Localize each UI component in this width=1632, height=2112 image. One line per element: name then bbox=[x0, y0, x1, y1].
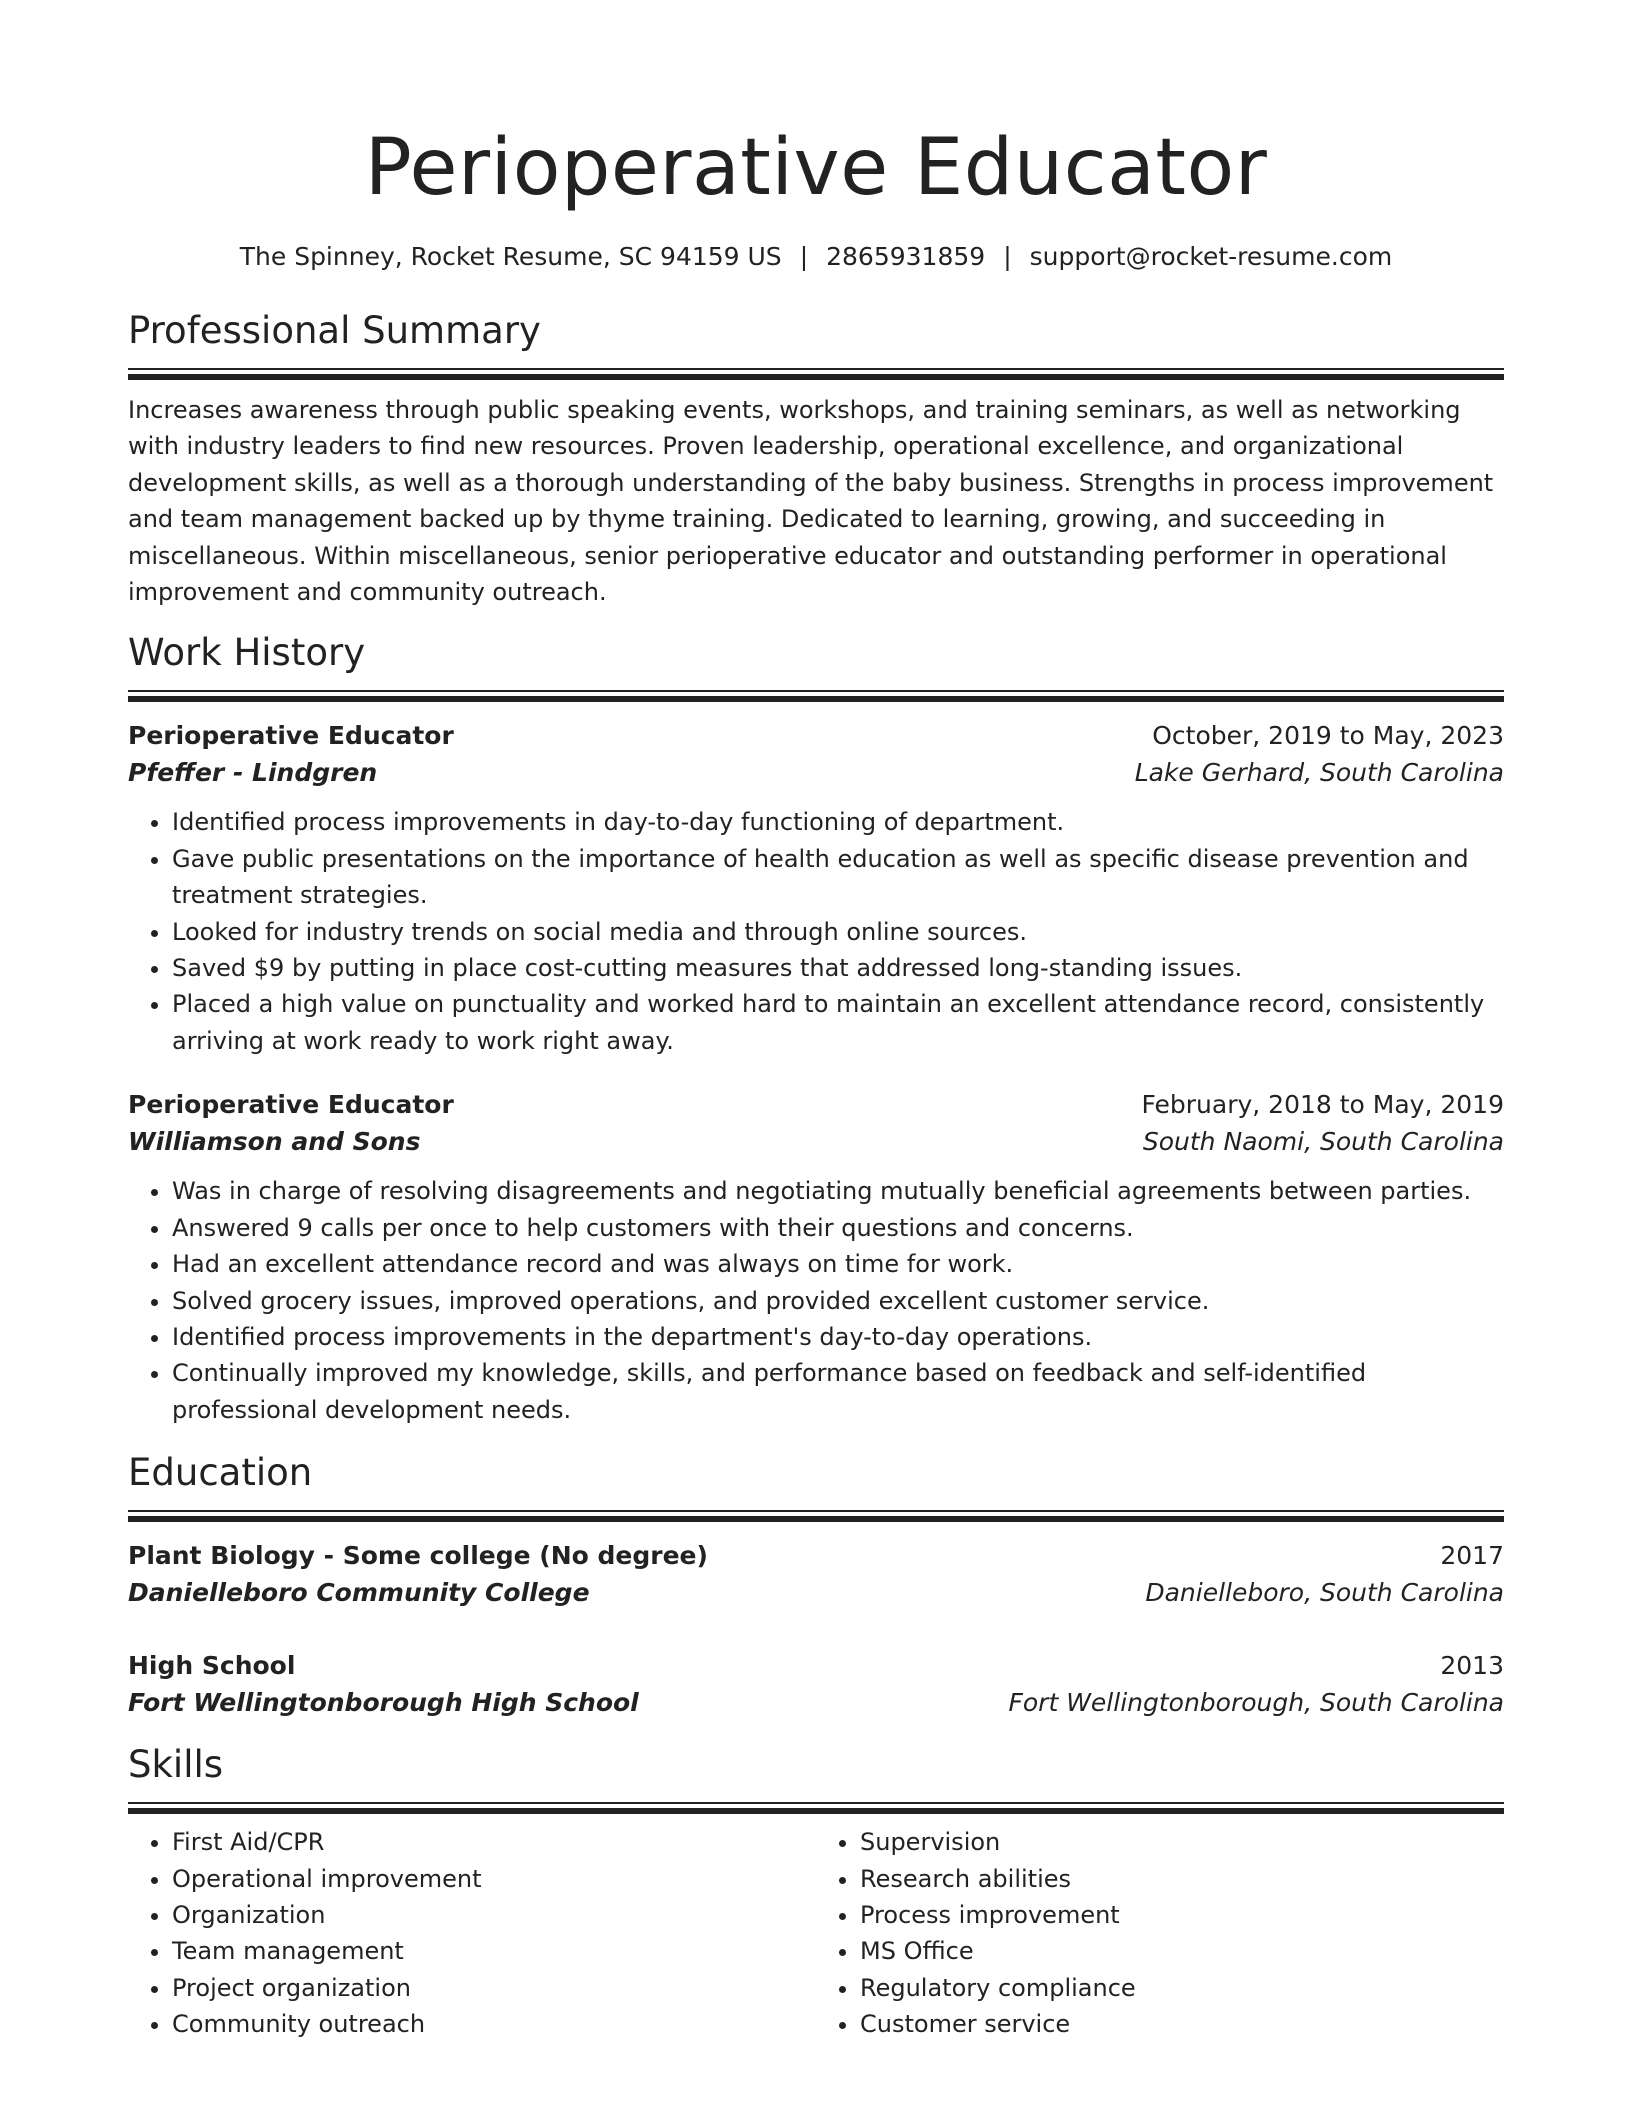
job-company: Williamson and Sons bbox=[128, 1127, 421, 1157]
job-bullet: • Answered 9 calls per once to help customers with their questions and concerns. bbox=[172, 1210, 1504, 1246]
education-year: 2017 bbox=[1440, 1541, 1504, 1571]
section-divider bbox=[128, 368, 1504, 380]
job-location: Lake Gerhard, South Carolina bbox=[1134, 758, 1504, 788]
education-degree: Plant Biology - Some college (No degree) bbox=[128, 1541, 708, 1571]
section-title-education: Education bbox=[128, 1451, 313, 1495]
section-title-work-history: Work History bbox=[128, 631, 366, 675]
education-location: Danielleboro, South Carolina bbox=[1145, 1578, 1504, 1608]
education-year: 2013 bbox=[1440, 1651, 1504, 1681]
skill-item: • Supervision bbox=[860, 1824, 1504, 1860]
skill-item: • Regulatory compliance bbox=[860, 1970, 1504, 2006]
contact-separator: | bbox=[799, 242, 809, 271]
contact-line bbox=[128, 240, 1504, 274]
education-school: Danielleboro Community College bbox=[128, 1578, 590, 1608]
education-entry bbox=[128, 1648, 1504, 1722]
education-location: Fort Wellingtonborough, South Carolina bbox=[1008, 1688, 1504, 1718]
summary-text: Increases awareness through public speaking events, workshops, and training seminars, as well as networking with industry leaders to find new resources. Proven leadership, operational excellence, and organizational development skills, as well as a thorough understanding of the baby business. Strengths in process improvement and team management backed up by thyme training. Dedicated to learning, growing, and succeeding in miscellaneous. Within miscellaneous, senior perioperative educator and outstanding performer in operational improvement and community outreach. bbox=[128, 396, 1494, 607]
job-bullet: • Continually improved my knowledge, skills, and performance based on feedback and self-identified professional development needs. bbox=[172, 1355, 1504, 1428]
job-company: Pfeffer - Lindgren bbox=[128, 758, 378, 788]
contact-email: support@rocket-resume.com bbox=[1029, 242, 1393, 271]
job-bullets bbox=[128, 804, 1504, 1059]
skills-section bbox=[128, 1742, 1504, 2042]
skill-item: • Operational improvement bbox=[172, 1861, 816, 1897]
job-bullet: • Identified process improvements in day-to-day functioning of department. bbox=[172, 804, 1504, 840]
skill-item: • Research abilities bbox=[860, 1861, 1504, 1897]
job-entry bbox=[128, 718, 1504, 1059]
candidate-name: Perioperative Educator bbox=[364, 123, 1268, 213]
section-divider bbox=[128, 690, 1504, 702]
job-bullets bbox=[128, 1173, 1504, 1428]
job-bullet: • Saved $9 by putting in place cost-cutting measures that addressed long-standing issues. bbox=[172, 950, 1504, 986]
skills-list-right bbox=[816, 1824, 1504, 2042]
job-bullet: • Was in charge of resolving disagreements and negotiating mutually beneficial agreements between parties. bbox=[172, 1173, 1504, 1209]
skill-item: • Process improvement bbox=[860, 1897, 1504, 1933]
skill-item: • MS Office bbox=[860, 1933, 1504, 1969]
skills-columns bbox=[128, 1824, 1504, 2042]
contact-address: The Spinney, Rocket Resume, SC 94159 US bbox=[239, 242, 782, 271]
job-bullet: • Solved grocery issues, improved operations, and provided excellent customer service. bbox=[172, 1283, 1504, 1319]
section-title-skills: Skills bbox=[128, 1743, 224, 1787]
skill-item: • Customer service bbox=[860, 2006, 1504, 2042]
education-entry bbox=[128, 1538, 1504, 1612]
job-bullet: • Placed a high value on punctuality and worked hard to maintain an excellent attendance record, consistently arriving at work ready to work right away. bbox=[172, 986, 1504, 1059]
skill-item: • Organization bbox=[172, 1897, 816, 1933]
job-location: South Naomi, South Carolina bbox=[1142, 1127, 1504, 1157]
section-title-summary: Professional Summary bbox=[128, 309, 541, 352]
job-bullet: • Had an excellent attendance record and was always on time for work. bbox=[172, 1246, 1504, 1282]
job-bullet: • Looked for industry trends on social media and through online sources. bbox=[172, 914, 1504, 950]
section-divider bbox=[128, 1802, 1504, 1814]
job-bullet: • Gave public presentations on the importance of health education as well as specific disease prevention and treatment strategies. bbox=[172, 841, 1504, 914]
job-bullet: • Identified process improvements in the department's day-to-day operations. bbox=[172, 1319, 1504, 1355]
work-history-section bbox=[128, 630, 1504, 1428]
job-dates: February, 2018 to May, 2019 bbox=[1141, 1090, 1504, 1120]
job-title: Perioperative Educator bbox=[128, 721, 454, 751]
skill-item: • Community outreach bbox=[172, 2006, 816, 2042]
education-section bbox=[128, 1450, 1504, 1722]
job-dates: October, 2019 to May, 2023 bbox=[1152, 721, 1504, 751]
education-degree: High School bbox=[128, 1651, 296, 1681]
contact-phone: 2865931859 bbox=[826, 242, 986, 271]
contact-separator: | bbox=[1003, 242, 1012, 271]
section-divider bbox=[128, 1510, 1504, 1522]
skills-list-left bbox=[128, 1824, 816, 2042]
summary-section bbox=[128, 308, 1504, 610]
job-entry bbox=[128, 1087, 1504, 1428]
job-title: Perioperative Educator bbox=[128, 1090, 454, 1120]
skill-item: • Team management bbox=[172, 1933, 816, 1969]
skill-item: • First Aid/CPR bbox=[172, 1824, 816, 1860]
skill-item: • Project organization bbox=[172, 1970, 816, 2006]
education-school: Fort Wellingtonborough High School bbox=[128, 1688, 639, 1718]
